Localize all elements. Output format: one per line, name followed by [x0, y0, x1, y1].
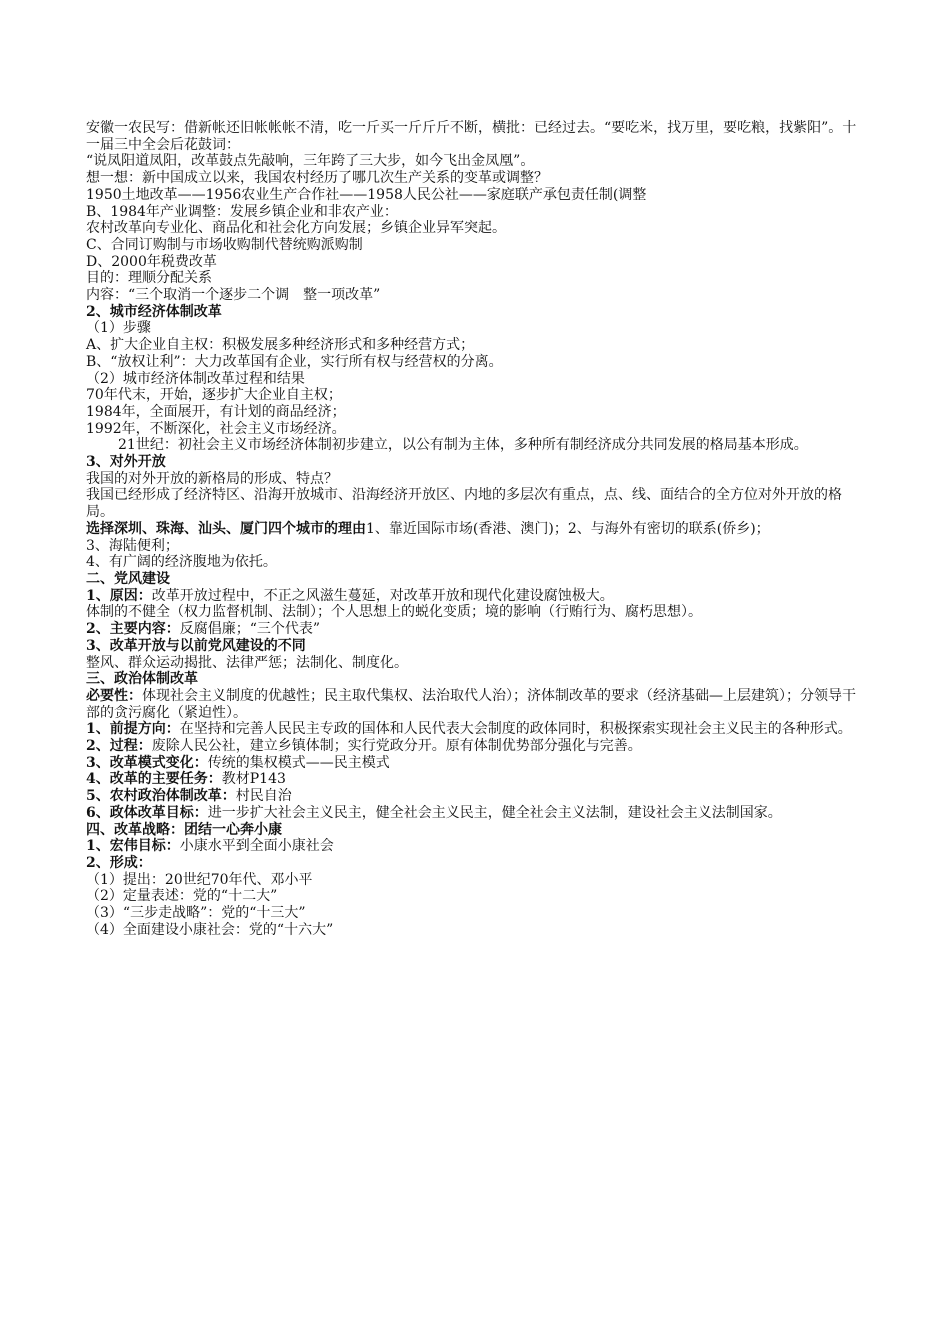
line-text: （3）“三步走战略”：党的“十三大” — [86, 905, 306, 922]
line-text: 3、对外开放 — [86, 454, 166, 471]
section-heading — [86, 822, 868, 839]
line-text: 4、有广阔的经济腹地为依托。 — [86, 554, 277, 571]
line-text: 四、改革战略：团结一心奔小康 — [86, 821, 282, 838]
text-line — [86, 287, 868, 304]
text-line — [86, 905, 868, 922]
text-line — [86, 872, 868, 889]
text-line — [86, 270, 868, 287]
line-text: （1）步骤 — [86, 320, 151, 337]
text-line — [86, 120, 868, 153]
bold-lead: 4、改革的主要任务： — [86, 771, 222, 788]
bold-lead: 6、政体改革目标： — [86, 804, 208, 821]
line-text: A、扩大企业自主权：积极发展多种经济形式和多种经营方式； — [86, 337, 475, 354]
bold-lead: 1、原因： — [86, 587, 152, 604]
line-text: （2）定量表述：党的“十二大” — [86, 888, 278, 905]
line-text: B、“放权让利”：大力改革国有企业，实行所有权与经营权的分离。 — [86, 353, 503, 370]
line-text: 想一想：新中国成立以来，我国农村经历了哪几次生产关系的变革或调整？ — [86, 170, 548, 187]
line-text: 我国的对外开放的新格局的形成、特点？ — [86, 470, 338, 487]
text-line — [86, 721, 868, 738]
line-text: C、合同订购制与市场收购制代替统购派购制 — [86, 236, 363, 253]
text-line — [86, 655, 868, 672]
line-text: 内容：“三个取消一个逐步二个调 整一项改革” — [86, 287, 381, 304]
line-text: 传统的集权模式——民主模式 — [207, 754, 390, 771]
section-heading — [86, 671, 868, 688]
text-line — [86, 538, 868, 555]
line-text: 整风、群众运动揭批、法律严惩；法制化、制度化。 — [86, 654, 408, 671]
text-line — [86, 170, 868, 187]
bold-lead: 1、前提方向： — [86, 721, 180, 738]
line-text: 废除人民公社，建立乡镇体制；实行党政分开。原有体制优势部分强化与完善。 — [151, 738, 642, 755]
line-text: 2、形成： — [86, 854, 152, 871]
text-line — [86, 805, 868, 822]
line-text: 农村改革向专业化、商品化和社会化方向发展；乡镇企业异军突起。 — [86, 220, 506, 237]
text-line — [86, 788, 868, 805]
text-line — [86, 755, 868, 772]
text-line — [86, 888, 868, 905]
line-text: 21世纪：初社会主义市场经济体制初步建立，以公有制为主体，多种所有制经济成分共同发展的格局基本形成。 — [118, 437, 808, 454]
line-text: 我国已经形成了经济特区、沿海开放城市、沿海经济开放区、内地的多层次有重点，点、线、面结合的全方位对外开放的格局。 — [86, 487, 842, 521]
line-text: 反腐倡廉；“三个代表” — [179, 621, 321, 638]
bold-lead: 5、农村政治体制改革： — [86, 788, 236, 805]
line-text: 三、政治体制改革 — [86, 671, 198, 688]
line-text: 进一步扩大社会主义民主，健全社会主义民主，健全社会主义法制，建设社会主义法制国家。 — [207, 804, 782, 821]
line-text: 教材P143 — [221, 771, 286, 788]
text-line — [86, 838, 868, 855]
text-line — [86, 604, 868, 621]
line-text: B、1984年产业调整：发展乡镇企业和非农产业： — [86, 203, 398, 220]
text-line — [86, 922, 868, 939]
text-line — [86, 621, 868, 638]
text-line — [86, 688, 868, 721]
bold-lead: 2、主要内容： — [86, 621, 180, 638]
bold-lead: 选择深圳、珠海、汕头、厦门四个城市的理由 — [86, 520, 366, 537]
bold-lead: 1、宏伟目标： — [86, 838, 180, 855]
line-text: 改革开放过程中，不正之风滋生蔓延，对改革开放和现代化建设腐蚀极大。 — [151, 587, 614, 604]
line-text: 体制的不健全（权力监督机制、法制）；个人思想上的蜕化变质；境的影响（行贿行为、腐朽思想）。 — [86, 604, 702, 621]
text-line — [86, 204, 868, 221]
line-text: 70年代末，开始，逐步扩大企业自主权； — [86, 387, 342, 404]
text-line — [86, 320, 868, 337]
line-text: 村民自治 — [235, 788, 292, 805]
section-heading — [86, 855, 868, 872]
text-line — [86, 738, 868, 755]
text-line — [86, 421, 868, 438]
section-heading — [86, 454, 868, 471]
text-line — [86, 237, 868, 254]
line-text: D、2000年税费改革 — [86, 253, 217, 270]
text-line — [86, 404, 868, 421]
text-line — [86, 771, 868, 788]
text-line — [86, 471, 868, 488]
text-line — [86, 254, 868, 271]
line-text: （1）提出：20世纪70年代、邓小平 — [86, 871, 313, 888]
line-text: 1992年，不断深化，社会主义市场经济。 — [86, 420, 346, 437]
line-text: 1、靠近国际市场(香港、澳门)；2、与海外有密切的联系(侨乡)； — [366, 520, 770, 537]
bold-lead: 必要性： — [86, 687, 142, 704]
line-text: 安徽一农民写：借新帐还旧帐帐帐不清，吃一斤买一斤斤斤不断，横批：已经过去。“要吃米，找万里，要吃粮，找紫阳”。十一届三中全会后花鼓词： — [86, 120, 857, 153]
text-line — [86, 521, 868, 538]
text-line — [86, 337, 868, 354]
text-line — [86, 387, 868, 404]
line-text: 1984年，全面展开，有计划的商品经济； — [86, 403, 346, 420]
line-text: 1950土地改革——1956农业生产合作社——1958人民公社——家庭联产承包责任制(调整 — [86, 186, 647, 203]
text-line — [86, 220, 868, 237]
document-body — [86, 120, 868, 938]
line-text: 体现社会主义制度的优越性；民主取代集权、法治取代人治）；济体制改革的要求（经济基础—上层建筑）；分领导干部的贪污腐化（紧迫性）。 — [86, 687, 856, 721]
line-text: 3、改革开放与以前党风建设的不同 — [86, 637, 306, 654]
text-line — [86, 153, 868, 170]
line-text: （4）全面建设小康社会：党的“十六大” — [86, 921, 334, 938]
line-text: 二、党风建设 — [86, 570, 170, 587]
line-text: （2）城市经济体制改革过程和结果 — [86, 370, 305, 387]
section-heading — [86, 304, 868, 321]
section-heading — [86, 638, 868, 655]
line-text: 2、城市经济体制改革 — [86, 303, 222, 320]
text-line — [86, 487, 868, 520]
text-line — [86, 437, 868, 454]
text-line — [86, 354, 868, 371]
line-text: 小康水平到全面小康社会 — [179, 838, 334, 855]
line-text: 在坚持和完善人民民主专政的国体和人民代表大会制度的政体同时，积极探索实现社会主义民主的各种形式。 — [179, 721, 852, 738]
text-line — [86, 371, 868, 388]
line-text: 3、海陆便利； — [86, 537, 179, 554]
text-line — [86, 187, 868, 204]
text-line — [86, 554, 868, 571]
bold-lead: 2、过程： — [86, 738, 152, 755]
text-line — [86, 588, 868, 605]
section-heading — [86, 571, 868, 588]
line-text: 目的：理顺分配关系 — [86, 270, 212, 287]
line-text: “说凤阳道凤阳，改革鼓点先敲响，三年跨了三大步，如今飞出金凤凰”。 — [86, 153, 535, 170]
bold-lead: 3、改革模式变化： — [86, 754, 208, 771]
